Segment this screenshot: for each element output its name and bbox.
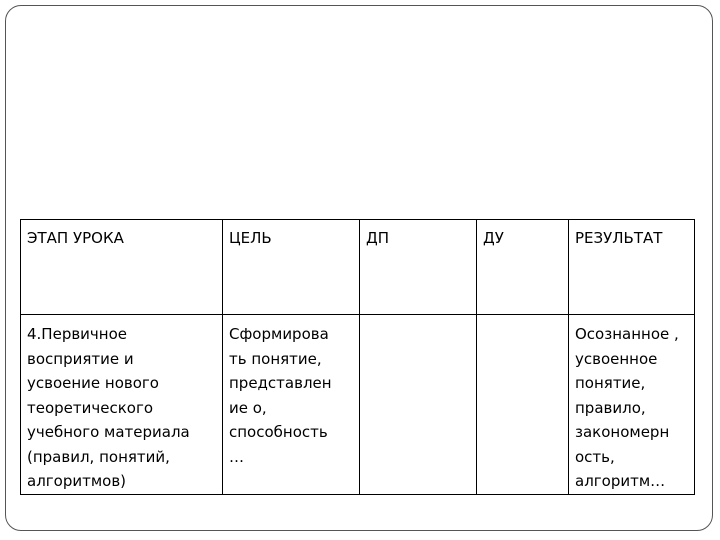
goal-line: способность [229,423,328,441]
cell-dp [360,315,477,495]
stage-line: усвоение нового [27,374,159,392]
result-line: ость, [575,447,615,466]
cell-goal [223,315,360,495]
result-line: закономерн [575,423,670,441]
result-line: алгоритм… [575,472,666,490]
goal-line: представлен [229,374,332,392]
header-goal: ЦЕЛЬ [223,220,360,315]
lesson-table [20,219,695,495]
result-line: понятие, [575,374,646,392]
goal-line: ие о, [229,398,267,417]
stage-line: восприятие и [27,349,134,368]
cell-stage [21,315,223,495]
header-result: РЕЗУЛЬТАТ [569,220,695,315]
stage-line: алгоритмов) [27,472,127,490]
stage-line: (правил, понятий, [27,447,170,466]
result-line: правило, [575,398,646,417]
goal-line: Сформирова [229,325,329,343]
stage-line: учебного материала [27,423,190,441]
goal-line: ть понятие, [229,349,322,368]
table-header-row [21,220,695,315]
cell-result [569,315,695,495]
header-stage: ЭТАП УРОКА [21,220,223,315]
stage-line: 4.Первичное [27,325,128,343]
header-du: ДУ [477,220,569,315]
result-line: усвоенное [575,349,658,368]
stage-line: теоретического [27,398,154,417]
goal-line: … [229,447,244,466]
result-line: Осознанное , [575,325,679,343]
header-dp: ДП [360,220,477,315]
cell-du [477,315,569,495]
table-row [21,315,695,495]
